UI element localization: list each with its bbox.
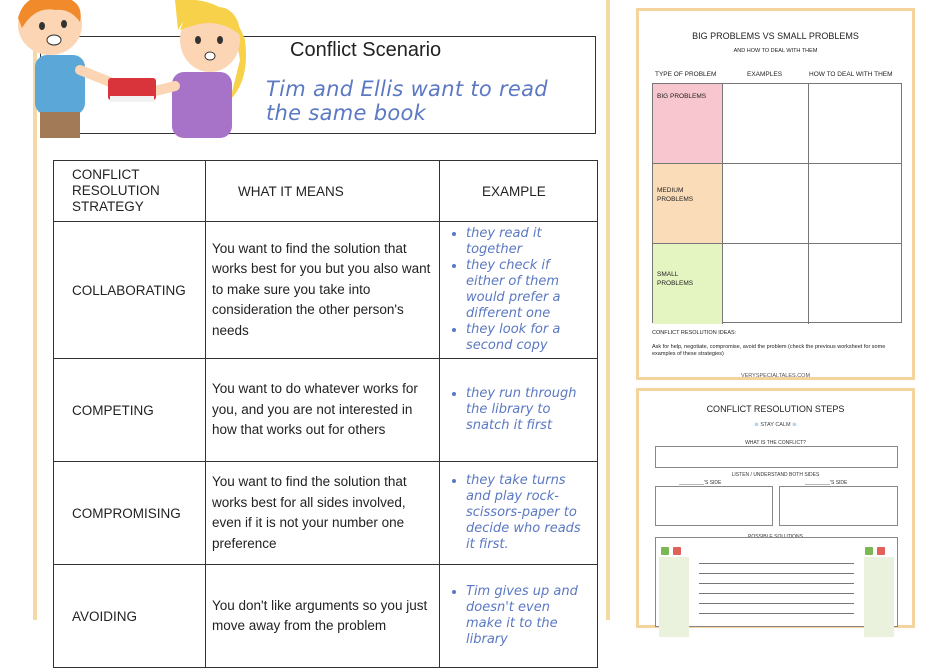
strategy-examples <box>440 222 598 359</box>
solution-line[interactable] <box>699 613 854 614</box>
example-item: • they check if either of them would prefer a different one <box>466 258 589 322</box>
row-label: SMALL PROBLEMS <box>657 271 694 287</box>
ideas-label: CONFLICT RESOLUTION IDEAS: <box>652 330 737 336</box>
header-meaning: WHAT IT MEANS <box>206 161 440 222</box>
strategy-name: AVOIDING <box>54 565 206 668</box>
what-conflict-label: WHAT IS THE CONFLICT? <box>745 440 806 446</box>
example-item: • Tim gives up and doesn't even make it to the library <box>466 584 589 648</box>
footer-url: VERYSPECIALTALES.COM <box>740 373 811 379</box>
strategy-name: COMPROMISING <box>54 462 206 565</box>
solution-line[interactable] <box>699 593 854 594</box>
big-small-problems-sheet <box>636 8 915 380</box>
medium-problems-row <box>653 164 901 244</box>
strategy-examples <box>440 359 598 462</box>
right-side-label: _________'S SIDE <box>805 480 848 486</box>
right-check-column <box>864 557 894 637</box>
strategy-table <box>53 160 598 668</box>
solution-line[interactable] <box>699 603 854 604</box>
small-problems-row <box>653 244 901 324</box>
conflict-steps-sheet <box>636 388 915 628</box>
strategy-meaning: You want to find the solution that works best for you but you also want to make sure you take into consideration the other person's needs <box>206 222 440 359</box>
examples-cell[interactable] <box>723 244 809 324</box>
kids-illustration <box>0 0 250 140</box>
thumbs-up-icon <box>865 547 873 555</box>
conflict-input[interactable] <box>655 446 898 468</box>
wind-icon: ≋ <box>792 422 797 428</box>
table-row <box>54 565 598 668</box>
left-check-column <box>659 557 689 637</box>
col-type-header: TYPE OF PROBLEM <box>655 71 717 78</box>
stay-calm-text: STAY CALM <box>760 422 791 428</box>
solution-line[interactable] <box>699 573 854 574</box>
strategy-meaning: You want to find the solution that works best for all sides involved, even if it is not your number one preference <box>206 462 440 565</box>
thumbs-down-icon <box>877 547 885 555</box>
table-row <box>54 222 598 359</box>
examples-cell[interactable] <box>723 164 809 243</box>
header-strategy: CONFLICT RESOLUTION STRATEGY <box>54 161 206 222</box>
col-how-header: HOW TO DEAL WITH THEM <box>809 71 893 78</box>
sheet-title: BIG PROBLEMS VS SMALL PROBLEMS <box>692 31 859 41</box>
row-label: MEDIUM PROBLEMS <box>657 187 694 203</box>
left-side-label: _________'S SIDE <box>679 480 722 486</box>
stay-calm-label <box>639 422 912 428</box>
col-examples-header: EXAMPLES <box>747 71 783 78</box>
solution-line[interactable] <box>699 583 854 584</box>
example-item: • they take turns and play rock-scissors-paper to decide who reads it first. <box>466 473 589 553</box>
strategy-examples <box>440 462 598 565</box>
listen-label: LISTEN / UNDERSTAND BOTH SIDES <box>731 472 820 478</box>
strategy-name: COMPETING <box>54 359 206 462</box>
strategy-meaning: You want to do whatever works for you, and you are not interested in how that works out for others <box>206 359 440 462</box>
ideas-note: Ask for help, negotiate, compromise, avoid the problem (check the previous worksheet for some examples of these strategies) <box>652 344 886 357</box>
thumbs-down-icon <box>673 547 681 555</box>
big-problems-row <box>653 84 901 164</box>
strategy-meaning: You don't like arguments so you just move away from the problem <box>206 565 440 668</box>
scenario-description: Tim and Ellis want to read the same book <box>266 77 548 125</box>
row-label: BIG PROBLEMS <box>657 93 707 100</box>
strategy-name: COLLABORATING <box>54 222 206 359</box>
table-header-row <box>54 161 598 222</box>
right-side-input[interactable] <box>779 486 898 526</box>
header-example: EXAMPLE <box>440 161 598 222</box>
problems-grid <box>652 83 902 323</box>
example-item: • they read it together <box>466 226 589 258</box>
steps-title: CONFLICT RESOLUTION STEPS <box>706 404 845 414</box>
table-row <box>54 462 598 565</box>
wind-icon: ≋ <box>754 422 759 428</box>
examples-cell[interactable] <box>723 84 809 163</box>
strategy-examples <box>440 565 598 668</box>
example-item: • they look for a second copy <box>466 322 589 354</box>
left-side-input[interactable] <box>655 486 773 526</box>
example-item: • they run through the library to snatch it first <box>466 386 589 434</box>
solution-line[interactable] <box>699 563 854 564</box>
sheet-subtitle: AND HOW TO DEAL WITH THEM <box>733 48 818 54</box>
table-row <box>54 359 598 462</box>
scenario-title: Conflict Scenario <box>290 39 442 61</box>
thumbs-up-icon <box>661 547 669 555</box>
